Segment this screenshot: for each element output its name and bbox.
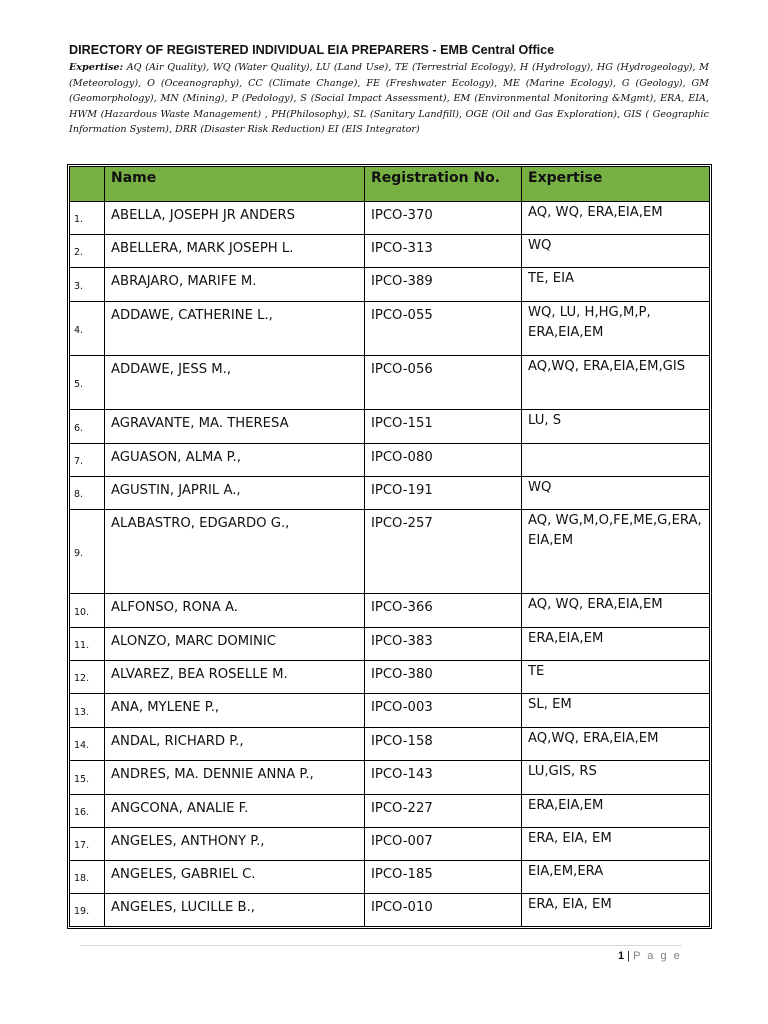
- preparers-table: [69, 166, 710, 927]
- expertise-codes: AQ,WQ, ERA,EIA,EM: [522, 728, 710, 761]
- table-header-row: [70, 167, 710, 202]
- expertise-codes: AQ, WQ, ERA,EIA,EM: [522, 594, 710, 628]
- footer-page-number: [618, 950, 682, 962]
- expertise-codes: ERA, EIA, EM: [522, 894, 710, 927]
- preparer-name: ABRAJARO, MARIFE M.: [105, 268, 365, 302]
- row-number: 9.: [70, 510, 105, 594]
- registration-number: IPCO-158: [365, 728, 522, 761]
- row-number: 4.: [70, 302, 105, 356]
- preparer-name: AGUSTIN, JAPRIL A.,: [105, 477, 365, 510]
- table-row: [70, 694, 710, 728]
- expertise-codes: AQ, WG,M,O,FE,ME,G,ERA, EIA,EM: [522, 510, 710, 594]
- table-row: [70, 410, 710, 444]
- row-number: 6.: [70, 410, 105, 444]
- registration-number: IPCO-227: [365, 795, 522, 828]
- page-separator: |: [624, 950, 634, 962]
- table-row: [70, 661, 710, 694]
- registration-number: IPCO-055: [365, 302, 522, 356]
- row-number: 17.: [70, 828, 105, 861]
- footer-rule: [80, 945, 682, 946]
- registration-number: IPCO-143: [365, 761, 522, 795]
- header-expertise: Expertise: [522, 167, 710, 202]
- expertise-codes: WQ, LU, H,HG,M,P, ERA,EIA,EM: [522, 302, 710, 356]
- table-row: [70, 728, 710, 761]
- row-number: 5.: [70, 356, 105, 410]
- row-number: 13.: [70, 694, 105, 728]
- registration-number: IPCO-313: [365, 235, 522, 268]
- expertise-codes: WQ: [522, 477, 710, 510]
- table-row: [70, 202, 710, 235]
- registration-number: IPCO-151: [365, 410, 522, 444]
- table-row: [70, 861, 710, 894]
- table-row: [70, 594, 710, 628]
- row-number: 12.: [70, 661, 105, 694]
- preparer-name: ALONZO, MARC DOMINIC: [105, 628, 365, 661]
- preparer-name: ALFONSO, RONA A.: [105, 594, 365, 628]
- preparer-name: ANGELES, GABRIEL C.: [105, 861, 365, 894]
- row-number: 15.: [70, 761, 105, 795]
- registration-number: IPCO-056: [365, 356, 522, 410]
- row-number: 14.: [70, 728, 105, 761]
- expertise-codes: ERA,EIA,EM: [522, 628, 710, 661]
- expertise-codes: ERA, EIA, EM: [522, 828, 710, 861]
- preparer-name: ANGELES, LUCILLE B.,: [105, 894, 365, 927]
- registration-number: IPCO-380: [365, 661, 522, 694]
- page-number: 1: [618, 950, 625, 962]
- registration-number: IPCO-191: [365, 477, 522, 510]
- page-word: P a g e: [633, 950, 682, 962]
- row-number: 10.: [70, 594, 105, 628]
- registration-number: IPCO-003: [365, 694, 522, 728]
- table-row: [70, 510, 710, 594]
- row-number: 7.: [70, 444, 105, 477]
- preparer-name: ANDAL, RICHARD P.,: [105, 728, 365, 761]
- registration-number: IPCO-366: [365, 594, 522, 628]
- table-row: [70, 268, 710, 302]
- registration-number: IPCO-185: [365, 861, 522, 894]
- preparer-name: ADDAWE, JESS M.,: [105, 356, 365, 410]
- table-row: [70, 761, 710, 795]
- row-number: 11.: [70, 628, 105, 661]
- row-number: 18.: [70, 861, 105, 894]
- registration-number: IPCO-080: [365, 444, 522, 477]
- registration-number: IPCO-370: [365, 202, 522, 235]
- registration-number: IPCO-383: [365, 628, 522, 661]
- expertise-codes: ERA,EIA,EM: [522, 795, 710, 828]
- registration-number: IPCO-007: [365, 828, 522, 861]
- header-name: Name: [105, 167, 365, 202]
- expertise-codes: [522, 444, 710, 477]
- table-body: [70, 202, 710, 927]
- expertise-legend-text: AQ (Air Quality), WQ (Water Quality), LU (Land Use), TE (Terrestrial Ecology), H (Hydrology), HG (Hydrogeology), M (Meteorology), O (Oceanography), CC (Climate Change), FE (Freshwater Ecology), ME (Marine Ecology), G (Geology), GM (Geomorphology), MN (Mining), P (Pedology), S (Social Impact Assessment), EM (Environmental Monitoring &Mgmt), ERA, EIA, HWM (Hazardous Waste Management) , PH(Philosophy), SL (Sanitary Landfill), OGE (Oil and Gas Exploration), GIS ( Geographic Information System), DRR (Disaster Risk Reduction) EI (EIS Integrator): [69, 62, 709, 136]
- preparer-name: ADDAWE, CATHERINE L.,: [105, 302, 365, 356]
- table-row: [70, 795, 710, 828]
- table-row: [70, 302, 710, 356]
- expertise-codes: AQ,WQ, ERA,EIA,EM,GIS: [522, 356, 710, 410]
- table-row: [70, 828, 710, 861]
- preparer-name: ANGCONA, ANALIE F.: [105, 795, 365, 828]
- row-number: 16.: [70, 795, 105, 828]
- row-number: 2.: [70, 235, 105, 268]
- expertise-legend-label: Expertise:: [69, 62, 124, 73]
- preparer-name: ANA, MYLENE P.,: [105, 694, 365, 728]
- preparer-name: AGUASON, ALMA P.,: [105, 444, 365, 477]
- row-number: 3.: [70, 268, 105, 302]
- expertise-codes: LU, S: [522, 410, 710, 444]
- expertise-codes: AQ, WQ, ERA,EIA,EM: [522, 202, 710, 235]
- preparer-name: ALVAREZ, BEA ROSELLE M.: [105, 661, 365, 694]
- page-title: DIRECTORY OF REGISTERED INDIVIDUAL EIA PREPARERS - EMB Central Office: [69, 43, 555, 57]
- table-row: [70, 356, 710, 410]
- header-number: [70, 167, 105, 202]
- registration-number: IPCO-010: [365, 894, 522, 927]
- header-registration-no: Registration No.: [365, 167, 522, 202]
- expertise-codes: TE, EIA: [522, 268, 710, 302]
- expertise-codes: SL, EM: [522, 694, 710, 728]
- expertise-codes: EIA,EM,ERA: [522, 861, 710, 894]
- expertise-codes: WQ: [522, 235, 710, 268]
- preparer-name: ABELLERA, MARK JOSEPH L.: [105, 235, 365, 268]
- row-number: 19.: [70, 894, 105, 927]
- expertise-codes: LU,GIS, RS: [522, 761, 710, 795]
- table-row: [70, 477, 710, 510]
- expertise-codes: TE: [522, 661, 710, 694]
- table-row: [70, 444, 710, 477]
- row-number: 1.: [70, 202, 105, 235]
- preparer-name: ANDRES, MA. DENNIE ANNA P.,: [105, 761, 365, 795]
- preparer-name: AGRAVANTE, MA. THERESA: [105, 410, 365, 444]
- row-number: 8.: [70, 477, 105, 510]
- expertise-legend: [69, 60, 709, 138]
- preparer-name: ANGELES, ANTHONY P.,: [105, 828, 365, 861]
- table-row: [70, 235, 710, 268]
- table-row: [70, 628, 710, 661]
- preparer-name: ALABASTRO, EDGARDO G.,: [105, 510, 365, 594]
- table-row: [70, 894, 710, 927]
- preparer-name: ABELLA, JOSEPH JR ANDERS: [105, 202, 365, 235]
- registration-number: IPCO-257: [365, 510, 522, 594]
- registration-number: IPCO-389: [365, 268, 522, 302]
